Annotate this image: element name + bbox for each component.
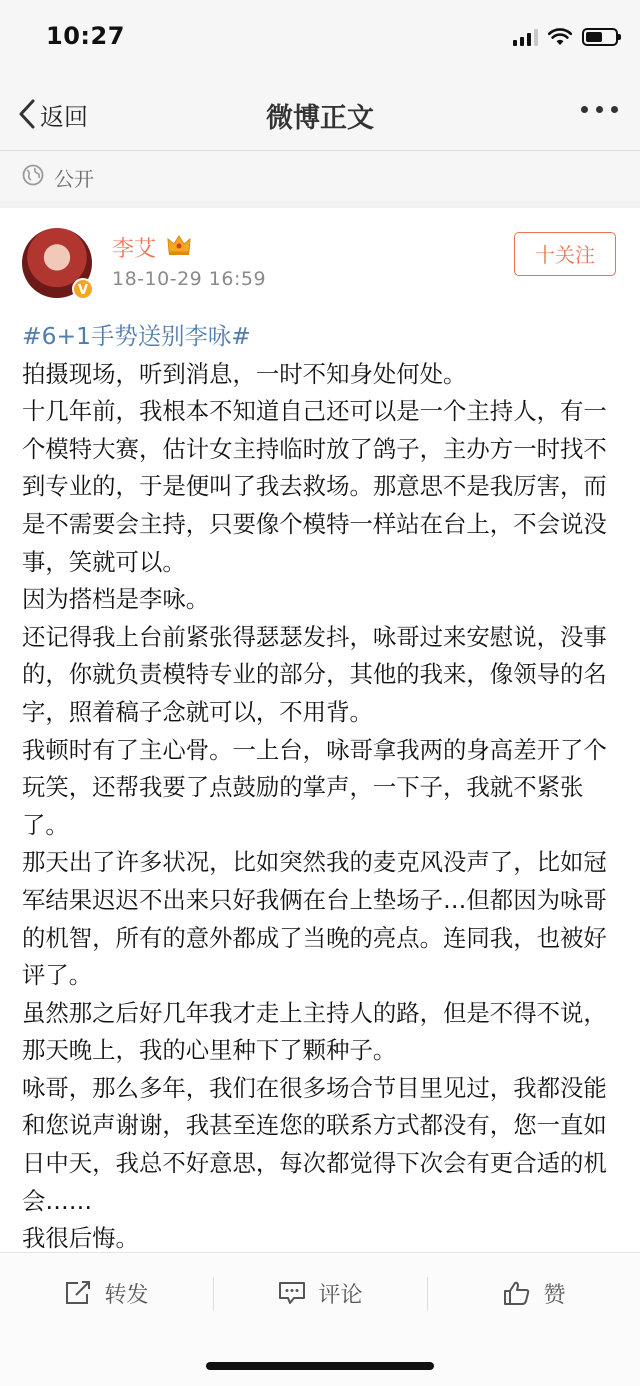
post-paragraph: 虽然那之后好几年我才走上主持人的路，但是不得不说，那天晚上，我的心里种下了颗种子。 (22, 998, 607, 1065)
like-button[interactable] (428, 1253, 640, 1333)
nav-bar (0, 80, 640, 151)
author-name[interactable]: 李艾 (112, 237, 157, 262)
post-paragraph: 拍摄现场，听到消息，一时不知身处何处。 (22, 359, 467, 388)
post-timestamp: 18-10-29 16:59 (112, 268, 267, 290)
post-paragraph: 我很后悔。 (22, 1224, 139, 1253)
post-card (0, 208, 640, 1252)
post-body (22, 318, 622, 1258)
verified-badge: V (72, 278, 94, 300)
globe-icon (22, 164, 44, 186)
comment-label: 评论 (318, 1282, 363, 1308)
post-paragraph: 还记得我上台前紧张得瑟瑟发抖，咏哥过来安慰说，没事的，你就负责模特专业的部分，其他的我来，像领导的名字，照着稿子念就可以，不用背。 (22, 622, 607, 726)
repost-icon (64, 1280, 92, 1306)
hashtag-link[interactable]: #6+1手势送别李咏# (22, 322, 251, 350)
crown-icon (166, 233, 192, 257)
status-icons (513, 28, 618, 46)
post-paragraph: 因为搭档是李咏。 (22, 585, 210, 614)
cellular-signal-icon (513, 28, 538, 46)
more-options-button[interactable] (581, 106, 618, 113)
post-paragraph: 我顿时有了主心骨。一上台，咏哥拿我两的身高差开了个玩笑，还帮我要了点鼓励的掌声，一下子，我就不紧张了。 (22, 735, 607, 839)
repost-button[interactable] (0, 1253, 213, 1333)
home-indicator[interactable] (206, 1362, 434, 1370)
status-bar (0, 0, 640, 80)
avatar[interactable] (22, 228, 92, 298)
more-dots-icon (581, 106, 588, 113)
like-label: 赞 (543, 1282, 566, 1308)
follow-button[interactable]: 十关注 (514, 232, 616, 276)
status-time: 10:27 (46, 22, 125, 50)
post-paragraph: 十几年前，我根本不知道自己还可以是一个主持人，有一个模特大赛，估计女主持临时放了鸽子，主办方一时找不到专业的，于是便叫了我去救场。那意思不是我厉害，而是不需要会主持，只要像个模特一样站在台上，不会说没事，笑就可以。 (22, 397, 607, 576)
action-bar (0, 1252, 640, 1333)
page-title: 微博正文 (266, 103, 374, 134)
back-label: 返回 (40, 102, 88, 131)
comment-icon (278, 1280, 306, 1306)
visibility-bar (0, 151, 640, 201)
post-paragraph: 咏哥，那么多年，我们在很多场合节目里见过，我都没能和您说声谢谢，我甚至连您的联系方式都没有，您一直如日中天，我总不好意思，每次都觉得下次会有更合适的机会…… (22, 1073, 607, 1215)
repost-label: 转发 (104, 1282, 149, 1308)
wifi-icon (548, 28, 572, 46)
post-paragraph: 那天出了许多状况，比如突然我的麦克风没声了，比如冠军结果迟迟不出来只好我俩在台上垫场子…但都因为咏哥的机智，所有的意外都成了当晚的亮点。连同我，也被好评了。 (22, 848, 607, 990)
thumbs-up-icon (503, 1280, 531, 1306)
home-area (0, 1333, 640, 1386)
visibility-label: 公开 (54, 167, 94, 191)
comment-button[interactable] (214, 1253, 427, 1333)
battery-icon (582, 28, 618, 46)
